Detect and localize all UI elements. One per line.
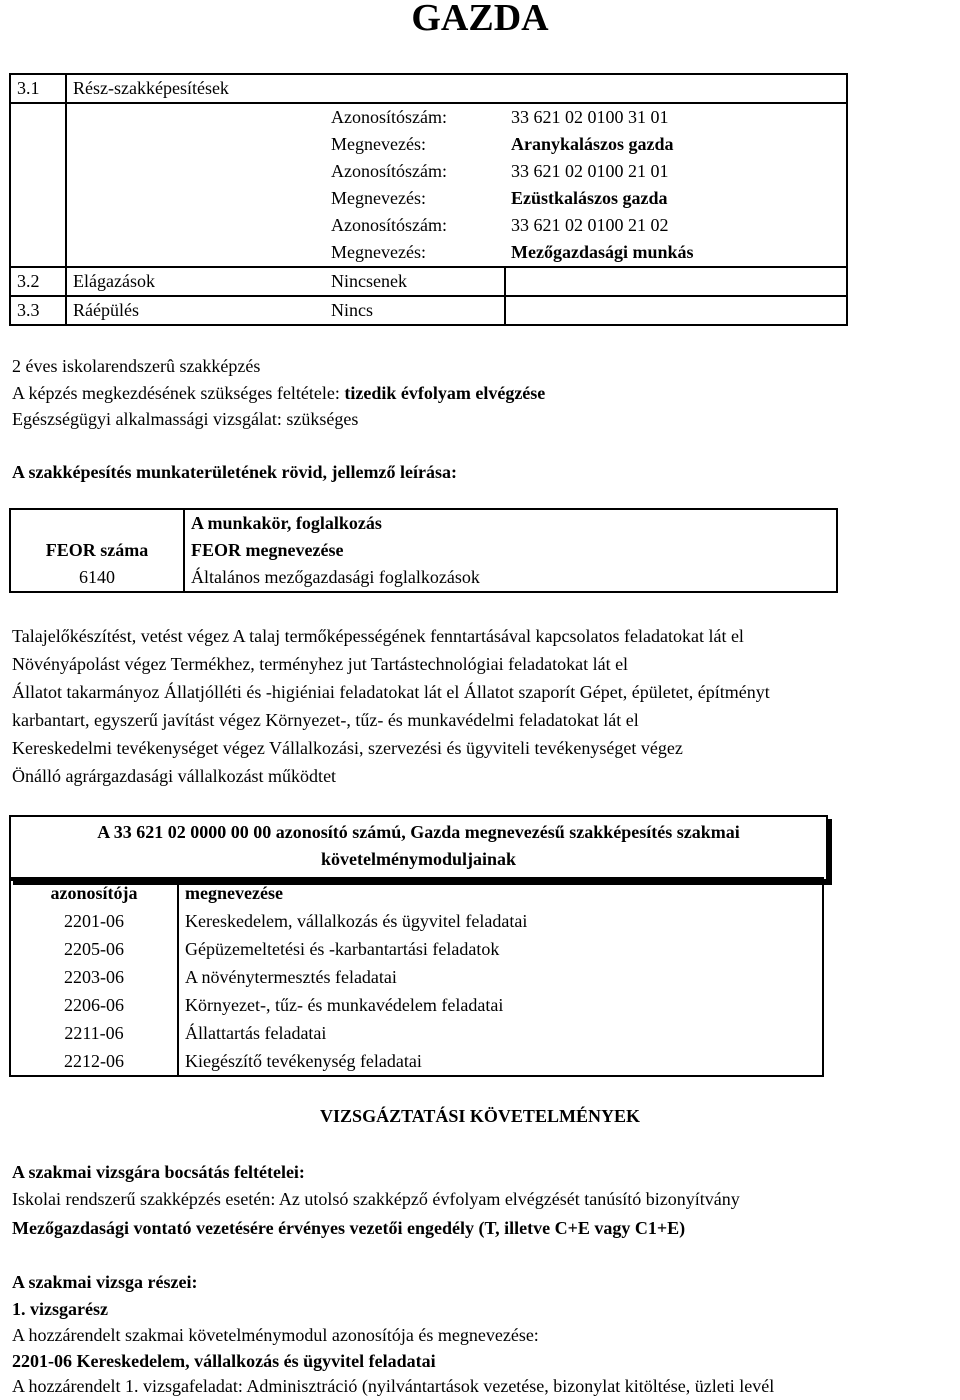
module-id: 2206-06	[10, 991, 178, 1019]
detail-value: Mezőgazdasági munkás	[511, 242, 694, 262]
qual-row-buildon	[10, 296, 847, 325]
modules-table	[9, 877, 824, 1077]
modules-title-line1: A 33 621 02 0000 00 00 azonosító számú, Gazda megnevezésű szakképesítés szakmai	[97, 822, 740, 842]
feor-col1-head: FEOR száma	[10, 537, 184, 564]
module-row	[10, 1019, 823, 1047]
feor-data-row	[10, 564, 837, 592]
health-check: Egészségügyi alkalmassági vizsgálat: szükséges	[12, 409, 359, 429]
modules-col1-head: azonosítója	[10, 878, 178, 907]
qual-detail-row	[10, 158, 847, 185]
feor-header: A munkakör, foglalkozás	[191, 513, 382, 533]
module-id: 2211-06	[10, 1019, 178, 1047]
qual-row-partial	[10, 74, 847, 103]
module-id: 2201-06	[10, 907, 178, 935]
prerequisite-value: tizedik évfolyam elvégzése	[344, 383, 546, 403]
feor-code: 6140	[10, 564, 184, 592]
detail-value: Aranykalászos gazda	[511, 134, 674, 154]
worksite-heading: A szakképesítés munkaterületének rövid, jellemző leírása:	[12, 462, 457, 482]
feor-name: Általános mezőgazdasági foglalkozások	[191, 567, 480, 587]
qual-label: Ráépülés	[66, 296, 325, 325]
qual-row-branches	[10, 267, 847, 296]
modules-col2-head: megnevezése	[185, 883, 283, 903]
exam-heading: VIZSGÁZTATÁSI KÖVETELMÉNYEK	[320, 1106, 640, 1126]
feor-header-row	[10, 509, 837, 537]
feor-table	[9, 508, 838, 593]
modules-header-row	[10, 878, 823, 907]
training-type: 2 éves iskolarendszerû szakképzés	[12, 356, 261, 376]
qual-num: 3.2	[10, 267, 66, 296]
detail-label: Azonosítószám:	[331, 107, 447, 127]
description-line: karbantart, egyszerű javítást végez Környezet-, tűz- és munkavédelmi feladatokat lát el	[12, 710, 639, 730]
detail-value: Ezüstkalászos gazda	[511, 188, 668, 208]
module-name: Gépüzemeltetési és -karbantartási feladatok	[185, 939, 500, 959]
description-line: Növényápolást végez Termékhez, terményhez jut Tartástechnológiai feladatokat lát el	[12, 654, 629, 674]
description-line: Talajelőkészítést, vetést végez A talaj termőképességének fenntartásával kapcsolatos feladatokat lát el	[12, 626, 744, 646]
module-row	[10, 991, 823, 1019]
qual-num: 3.1	[10, 74, 66, 103]
exam-condition: Iskolai rendszerű szakképzés esetén: Az utolsó szakképző évfolyam elvégzését tanúsító bizonyítvány	[12, 1189, 740, 1209]
detail-label: Azonosítószám:	[331, 215, 447, 235]
qual-value: Nincsenek	[325, 267, 505, 296]
description-line: Kereskedelmi tevékenységet végez Vállalkozási, szervezési és ügyviteli tevékenységet végez	[12, 738, 683, 758]
feor-col2-head: FEOR megnevezése	[191, 540, 344, 560]
detail-label: Megnevezés:	[331, 242, 426, 262]
prerequisite-label: A képzés megkezdésének szükséges feltétele:	[12, 383, 345, 403]
qualifications-table	[9, 73, 848, 326]
exam-condition: Mezőgazdasági vontató vezetésére érvényes vezetői engedély (T, illetve C+E vagy C1+E)	[12, 1218, 686, 1238]
detail-value: 33 621 02 0100 31 01	[511, 107, 669, 127]
qual-detail-row	[10, 185, 847, 212]
exam-part-module: 2201-06 Kereskedelem, vállalkozás és ügyvitel feladatai	[12, 1351, 436, 1371]
modules-title-line2: követelménymoduljainak	[320, 849, 516, 869]
detail-label: Azonosítószám:	[331, 161, 447, 181]
module-name: A növénytermesztés feladatai	[185, 967, 397, 987]
module-name: Kereskedelem, vállalkozás és ügyvitel feladatai	[185, 911, 528, 931]
description-line: Önálló agrárgazdasági vállalkozást működtet	[12, 766, 337, 786]
detail-value: 33 621 02 0100 21 02	[511, 215, 669, 235]
qual-detail-row	[10, 103, 847, 131]
module-name: Kiegészítő tevékenység feladatai	[185, 1051, 422, 1071]
exam-part-line: A hozzárendelt 1. vizsgafeladat: Adminisztráció (nyilvántartások vezetése, bizonylat kitöltése, üzleti levél	[12, 1376, 775, 1396]
module-row	[10, 935, 823, 963]
feor-colhead-row	[10, 537, 837, 564]
exam-parts-heading: A szakmai vizsga részei:	[12, 1272, 198, 1292]
qual-detail-row	[10, 239, 847, 267]
detail-label: Megnevezés:	[331, 188, 426, 208]
module-name: Környezet-, tűz- és munkavédelem feladatai	[185, 995, 504, 1015]
description-line: Állatot takarmányoz Állatjólléti és -higiéniai feladatokat lát el Állatot szaporít Gépet, épületet, építményt	[12, 682, 770, 702]
module-row	[10, 907, 823, 935]
module-id: 2205-06	[10, 935, 178, 963]
module-row	[10, 963, 823, 991]
module-name: Állattartás feladatai	[185, 1023, 327, 1043]
qual-label: Elágazások	[66, 267, 325, 296]
training-prerequisite	[12, 379, 545, 407]
document-title: GAZDA	[411, 0, 549, 39]
module-id: 2212-06	[10, 1047, 178, 1076]
exam-part-line: A hozzárendelt szakmai követelménymodul azonosítója és megnevezése:	[12, 1325, 539, 1345]
qual-value: Nincs	[325, 296, 505, 325]
detail-value: 33 621 02 0100 21 01	[511, 161, 669, 181]
exam-conditions-heading: A szakmai vizsgára bocsátás feltételei:	[12, 1162, 305, 1182]
module-row	[10, 1047, 823, 1076]
qual-detail-row	[10, 131, 847, 158]
exam-part-title: 1. vizsgarész	[12, 1299, 108, 1319]
qual-detail-row	[10, 212, 847, 239]
qual-label: Rész-szakképesítések	[66, 74, 847, 103]
modules-title-box	[9, 815, 828, 881]
module-id: 2203-06	[10, 963, 178, 991]
detail-label: Megnevezés:	[331, 134, 426, 154]
qual-num: 3.3	[10, 296, 66, 325]
